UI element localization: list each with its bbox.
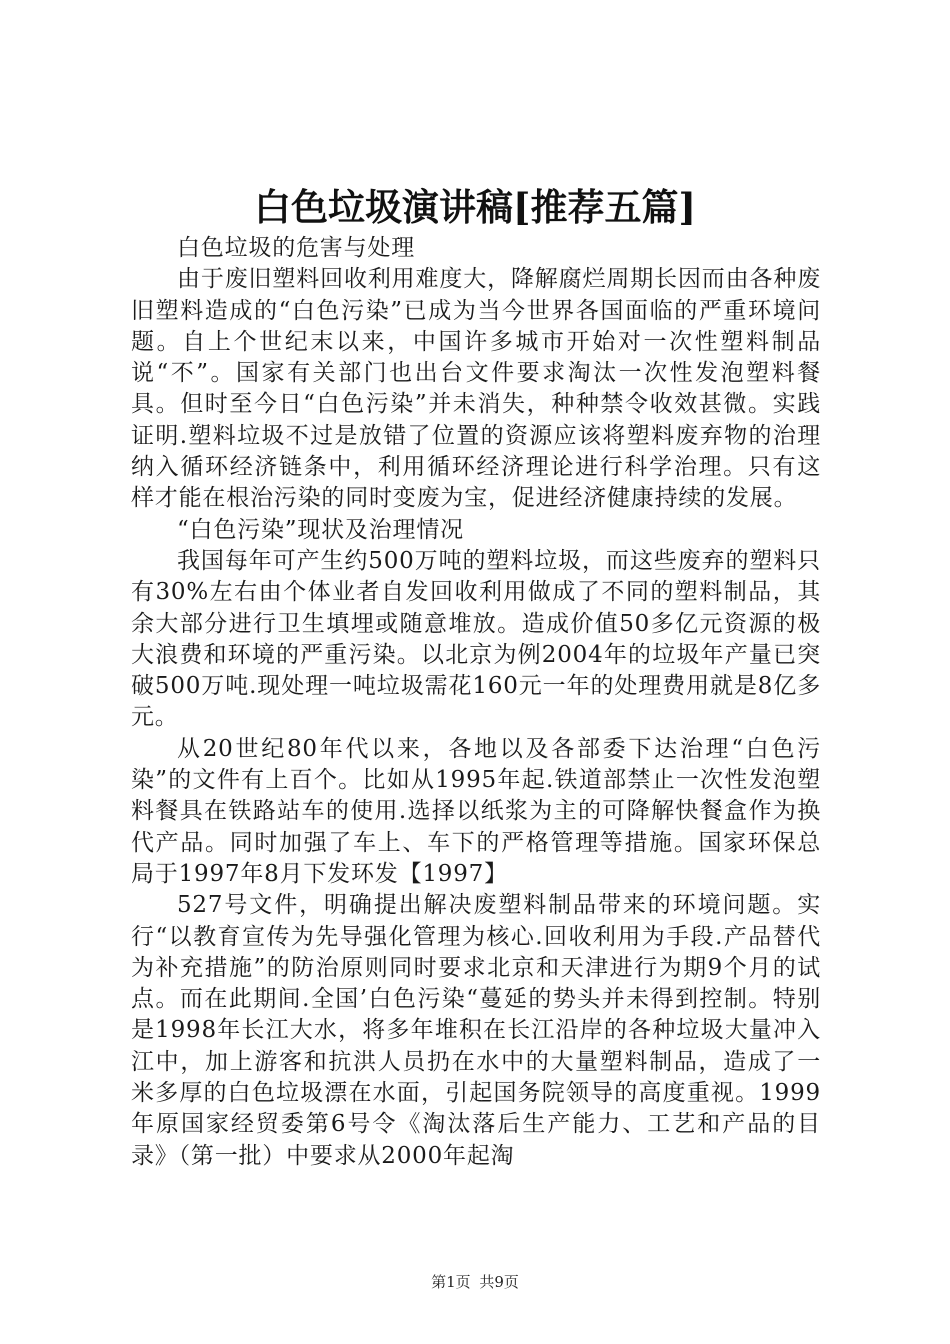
body-paragraph: 527号文件，明确提出解决废塑料制品带来的环境问题。实行“以教育宣传为先导强化管理为核心.回收利用为手段.产品替代为补充措施”的防治原则同时要求北京和天津进行为期9个月的试点。而在此期间.全国’白色污染“蔓延的势头并未得到控制。特别是1998年长江大水，将多年堆积在长江沿岸的各种垃圾大量冲入江中，加上游客和抗洪人员扔在水中的大量塑料制品，造成了一米多厚的白色垃圾漂在水面，引起国务院领导的高度重视。1999年原国家经贸委第6号令《淘汰落后生产能力、工艺和产品的目录》（第一批）中要求从2000年起淘 bbox=[131, 892, 821, 1169]
page-footer bbox=[0, 1271, 950, 1292]
page-number: 第1页 bbox=[431, 1273, 471, 1291]
body-paragraph: 从20世纪80年代以来，各地以及各部委下达治理“白色污染”的文件有上百个。比如从1995年起.铁道部禁止一次性发泡塑料餐具在铁路站车的使用.选择以纸浆为主的可降解快餐盒作为换代产品。同时加强了车上、车下的严格管理等措施。国家环保总局于1997年8月下发环发【1997】 bbox=[131, 735, 821, 887]
section-heading: “白色污染”现状及治理情况 bbox=[177, 516, 464, 543]
document-body bbox=[131, 233, 821, 1172]
page-total: 共9页 bbox=[479, 1273, 519, 1291]
section-heading: 白色垃圾的危害与处理 bbox=[177, 235, 415, 261]
document-title: 白色垃圾演讲稿[推荐五篇] bbox=[253, 185, 696, 229]
body-paragraph: 我国每年可产生约500万吨的塑料垃圾，而这些废弃的塑料只有30%左右由个体业者自发回收利用做成了不同的塑料制品，其余大部分进行卫生填埋或随意堆放。造成价值50多亿元资源的极大浪费和环境的严重污染。以北京为例2004年的垃圾年产量已突破500万吨.现处理一吨垃圾需花160元一年的处理费用就是8亿多元。 bbox=[131, 547, 821, 731]
body-paragraph: 由于废旧塑料回收利用难度大，降解腐烂周期长因而由各种废旧塑料造成的“白色污染”已成为当今世界各国面临的严重环境问题。自上个世纪末以来，中国许多城市开始对一次性塑料制品说“不”。国家有关部门也出台文件要求淘汰一次性发泡塑料餐具。但时至今日“白色污染”并未消失，种种禁令收效甚微。实践证明.塑料垃圾不过是放错了位置的资源应该将塑料废弃物的治理纳入循环经济链条中，利用循环经济理论进行科学治理。只有这样才能在根治污染的同时变废为宝，促进经济健康持续的发展。 bbox=[131, 266, 821, 512]
